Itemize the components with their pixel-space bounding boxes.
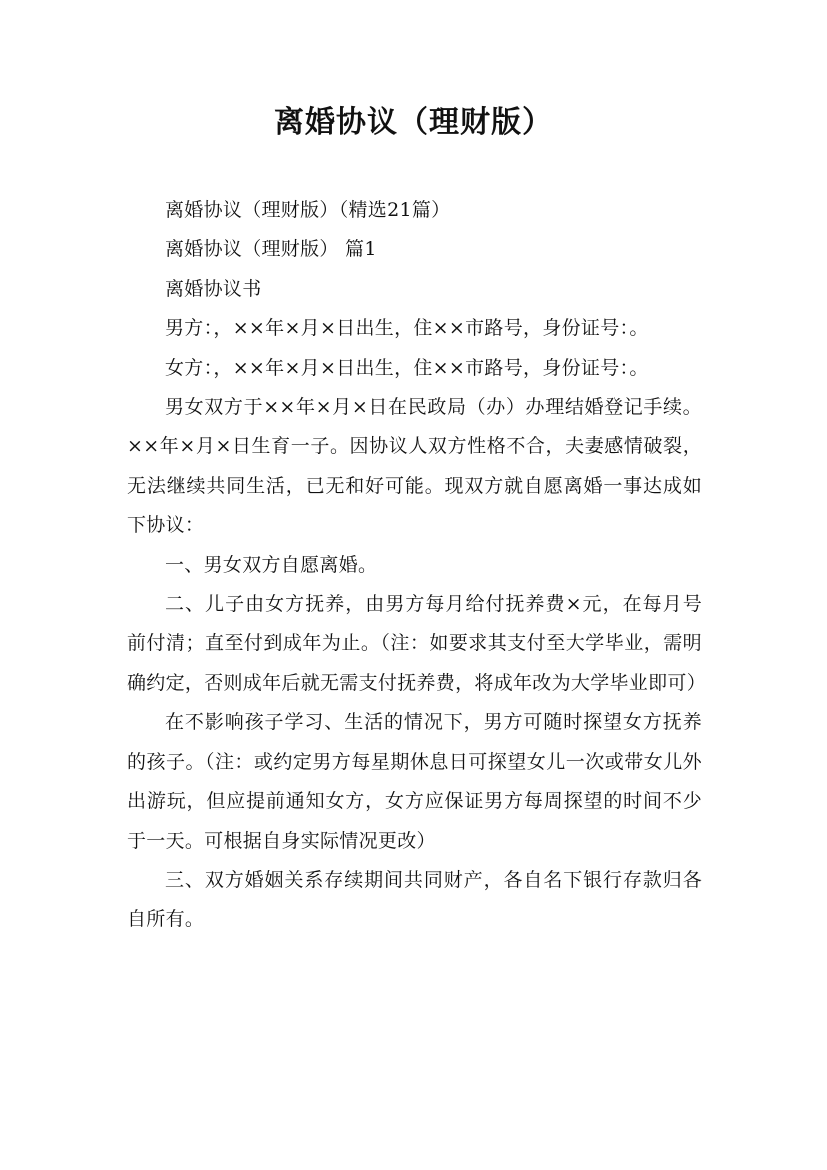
paragraph-background: 男女双方于××年×月×日在民政局（办）办理结婚登记手续。××年×月×日生育一子。因协议人双方性格不合，夫妻感情破裂，无法继续共同生活，已无和好可能。现双方就自愿离婚一事达成如下协议： (127, 396, 702, 537)
document-body (127, 191, 707, 940)
paragraph-male-party: 男方：，××年×月×日出生，住××市路号，身份证号：。 (165, 317, 649, 340)
document-title: 离婚协议（理财版） (274, 105, 553, 140)
paragraph-clause-3: 三、双方婚姻关系存续期间共同财产，各自名下银行存款归各自所有。 (127, 868, 702, 931)
paragraph-section-heading: 离婚协议（理财版） 篇1 (165, 238, 377, 261)
paragraph-clause-1: 一、男女双方自愿离婚。 (165, 553, 378, 576)
paragraph-visitation: 在不影响孩子学习、生活的情况下，男方可随时探望女方抚养的孩子。（注：或约定男方每星期休息日可探望女儿一次或带女儿外出游玩，但应提前通知女方，女方应保证男方每周探望的时间不少于一天。可根据自身实际情况更改） (127, 711, 702, 852)
paragraph-female-party: 女方：，××年×月×日出生，住××市路号，身份证号：。 (165, 356, 649, 379)
paragraph-subtitle: 离婚协议（理财版）（精选21篇） (165, 199, 451, 221)
paragraph-clause-2: 二、儿子由女方抚养，由男方每月给付抚养费×元，在每月号前付清；直至付到成年为止。（注：如要求其支付至大学毕业，需明确约定，否则成年后就无需支付抚养费，将成年改为大学毕业即可） (127, 593, 707, 694)
paragraph-agreement-heading: 离婚协议书 (165, 277, 262, 300)
